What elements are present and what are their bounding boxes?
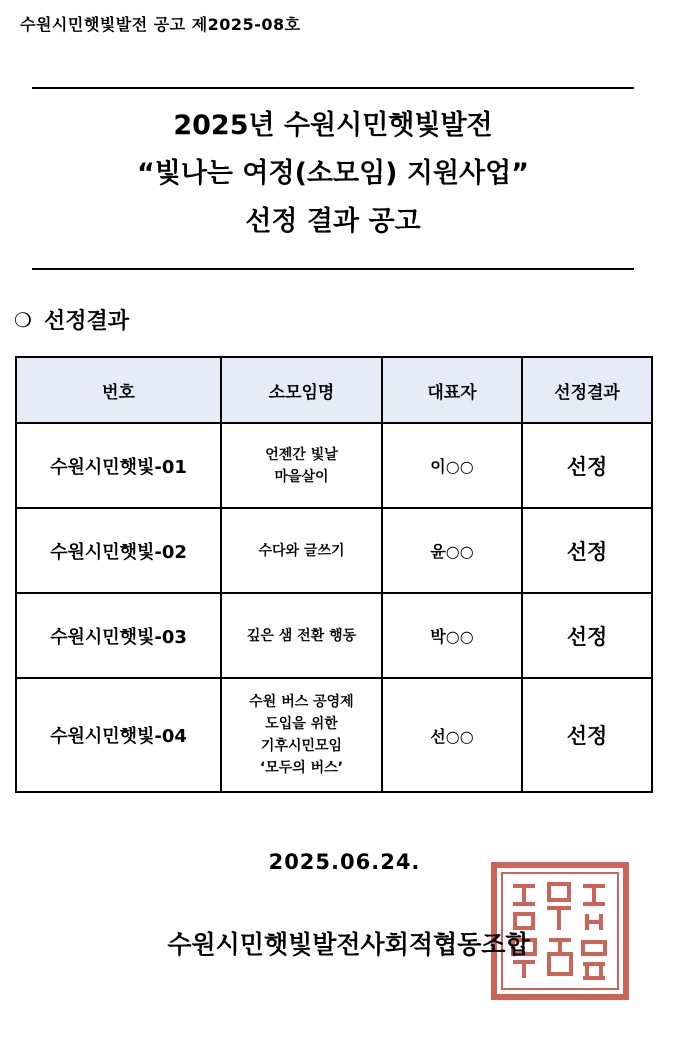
group-name-line: ‘모두의 버스’ <box>259 760 344 776</box>
row-representative: 선○○ <box>382 678 522 792</box>
row-representative: 윤○○ <box>382 508 522 593</box>
group-name-line: 언젠간 빛날 <box>265 446 338 463</box>
table-header-row <box>16 357 652 423</box>
row-result: 선정 <box>522 593 652 678</box>
column-header-group-name: 소모임명 <box>221 357 382 423</box>
group-name-line: 도입을 위한 <box>265 716 338 732</box>
table-row <box>16 508 652 593</box>
row-group-name <box>221 678 382 792</box>
row-group-name <box>221 423 382 508</box>
row-number: 수원시민햇빛-02 <box>16 508 221 593</box>
column-header-representative: 대표자 <box>382 357 522 423</box>
table-row <box>16 593 652 678</box>
selection-result-table <box>15 356 653 793</box>
group-name-line: 기후시민모임 <box>260 738 343 754</box>
section-heading <box>14 304 129 335</box>
circle-bullet-icon: ❍ <box>14 307 32 332</box>
row-result: 선정 <box>522 508 652 593</box>
announcement-date: 2025.06.24. <box>268 850 421 874</box>
document-title <box>32 102 634 246</box>
section-heading-label: 선정결과 <box>43 309 129 334</box>
title-line-1: 2025년 수원시민햇빛발전 <box>173 110 493 141</box>
column-header-result: 선정결과 <box>522 357 652 423</box>
row-number: 수원시민햇빛-01 <box>16 423 221 508</box>
table-row <box>16 423 652 508</box>
row-number: 수원시민햇빛-03 <box>16 593 221 678</box>
row-group-name <box>221 508 382 593</box>
title-line-2: “빛나는 여정(소모임) 지원사업” <box>137 158 529 189</box>
row-number: 수원시민햇빛-04 <box>16 678 221 792</box>
issuing-organization: 수원시민햇빛발전사회적협동조합 <box>167 930 530 959</box>
group-name-line: 수원 버스 공영제 <box>249 694 354 710</box>
title-line-3: 선정 결과 공고 <box>245 206 421 237</box>
row-result: 선정 <box>522 423 652 508</box>
table-row <box>16 678 652 792</box>
notice-number: 수원시민햇빛발전 공고 제2025-08호 <box>20 15 301 34</box>
column-header-number: 번호 <box>16 357 221 423</box>
group-name-line: 깊은 샘 전환 행동 <box>246 627 357 644</box>
top-rule <box>32 87 634 89</box>
row-representative: 박○○ <box>382 593 522 678</box>
row-representative: 이○○ <box>382 423 522 508</box>
bottom-rule <box>32 268 634 270</box>
row-result: 선정 <box>522 678 652 792</box>
row-group-name <box>221 593 382 678</box>
group-name-line: 마을살이 <box>274 468 329 485</box>
group-name-line: 수다와 글쓰기 <box>258 542 345 559</box>
